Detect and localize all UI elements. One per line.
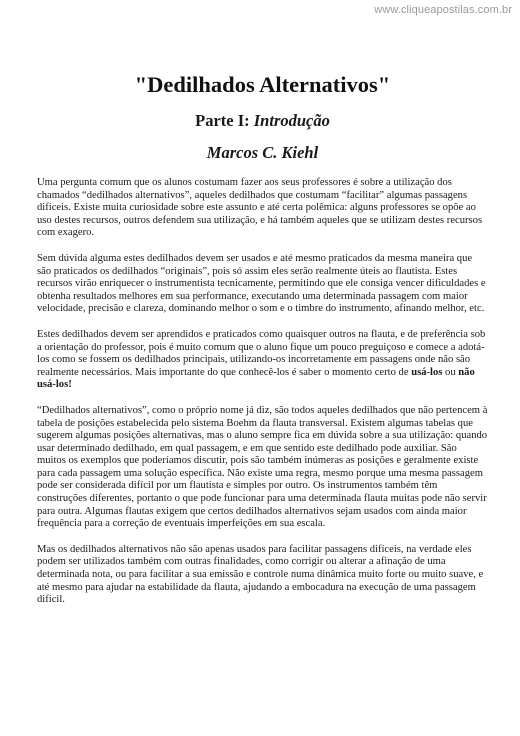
paragraph-5: Mas os dedilhados alternativos não são apenas usados para facilitar passagens difíceis, na verdade eles podem ser utilizados também com outras finalidades, como corrigir ou alterar a afinação de uma determinada nota, ou para facilitar a sua emissão e controle numa dinâmica muito forte ou muito suave, e até mesmo para ajudar na estabilidade da flauta, ajudando a embocadura na execução de uma passagem difícil. — [37, 543, 484, 606]
part-title: Introdução — [253, 111, 330, 130]
paragraph-4: “Dedilhados alternativos”, como o próprio nome já diz, são todos aqueles dedilhados que não pertencem à tabela de posições estabelecida pelo sistema Boehm da flauta transversal. Existem algumas tabelas que sugerem algumas posições alternativas, mas o aluno sempre fica em dúvida sobre a sua utilização: quando usar determinado dedilhado, em qual passagem, e em que sentido este dedilhado pode auxiliar. São muitos os exemplos que poderíamos discutir, pois são também inúmeras as posições e geralmente existe para cada passagem uma solução específica. Não existe uma regra, mesmo porque uma mesma passagem pode ser considerada difícil por um flautista e simples por outro. Os instrumentos também têm construções diferentes, portanto o que pode funcionar para uma determinada flauta muitas pode não servir para outra. Algumas flautas exigem que certos dedilhados alternativos sejam usados com ainda maior frequência para a correção de eventuais imperfeições em sua escala. — [37, 404, 488, 530]
document-title: "Dedilhados Alternativos" — [134, 72, 391, 97]
paragraph-3 — [37, 329, 488, 392]
paragraph-3-text: Estes dedilhados devem ser aprendidos e praticados como quaisquer outros na flauta, e de preferência sob a orientação do professor, pois é muito comum que o aluno fique um pouco preguiçoso e comece a adotá-los como se fossem os dedilhados principais, utilizando-os incorretamente em passagens onde não são realmente necessários. Mais importante do que conhecê-los é saber o momento certo de — [37, 328, 486, 378]
paragraph-3-connector: ou — [442, 366, 459, 378]
document-page — [37, 70, 488, 620]
paragraph-2: Sem dúvida alguma estes dedilhados devem ser usados e até mesmo praticados da mesma maneira que são praticados os dedilhados “originais”, pois só assim eles serão realmente úteis ao flautista. Estes recursos virão enriquecer o instrumentista tecnicamente, permitindo que ele consiga vencer dificuldades e obtenha resultados melhores em sua performance, executando uma determinada passagem com maior velocidade, precisão e clareza, dominando melhor o som e o timbre do instrumento, afinando melhor, etc. — [37, 252, 486, 315]
site-watermark: www.cliqueapostilas.com.br — [374, 4, 512, 16]
paragraph-1: Uma pergunta comum que os alunos costumam fazer aos seus professores é sobre a utilização dos chamados “dedilhados alternativos”, aqueles dedilhados que costumam “facilitar” algumas passagens difíceis. Existe muita curiosidade sobre este assunto e até certa polêmica: alguns professores se opõe ao uso destes recursos, outros defendem sua utilização, e há também aqueles que se utilizam destes recursos com exagero. — [37, 177, 483, 239]
emphasis-use: usá-los — [411, 366, 443, 378]
emphasis-not-use: não usá-los! — [37, 366, 475, 391]
part-prefix: Parte I: — [195, 111, 254, 130]
document-body — [37, 177, 488, 607]
author-name: Marcos C. Kiehl — [206, 143, 319, 162]
part-heading — [37, 110, 488, 132]
